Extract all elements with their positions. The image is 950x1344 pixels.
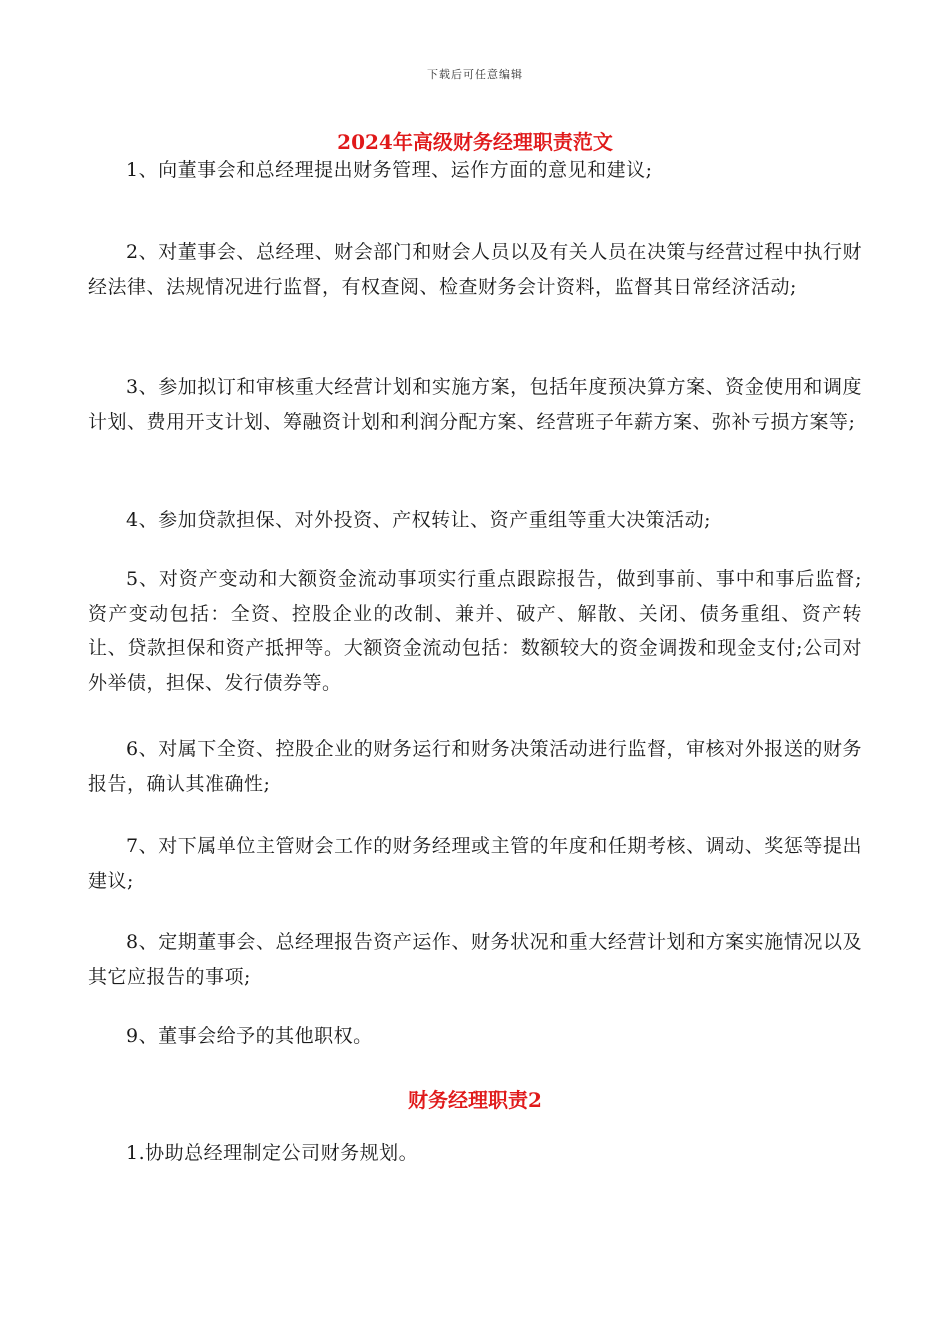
paragraph-7: 7、对下属单位主管财会工作的财务经理或主管的年度和任期考核、调动、奖惩等提出建议; <box>88 835 862 892</box>
paragraph-4: 4、参加贷款担保、对外投资、产权转让、资产重组等重大决策活动; <box>126 509 711 531</box>
paragraph-6: 6、对属下全资、控股企业的财务运行和财务决策活动进行监督，审核对外报送的财务报告，确认其准确性; <box>88 738 862 795</box>
paragraph-2: 2、对董事会、总经理、财会部门和财会人员以及有关人员在决策与经营过程中执行财经法律、法规情况进行监督，有权查阅、检查财务会计资料，监督其日常经济活动; <box>88 241 862 298</box>
paragraph-3: 3、参加拟订和审核重大经营计划和实施方案，包括年度预决算方案、资金使用和调度计划、费用开支计划、筹融资计划和利润分配方案、经营班子年薪方案、弥补亏损方案等; <box>88 376 862 433</box>
paragraph-5: 5、对资产变动和大额资金流动事项实行重点跟踪报告，做到事前、事中和事后监督;资产变动包括：全资、控股企业的改制、兼并、破产、解散、关闭、债务重组、资产转让、贷款担保和资产抵押等。大额资金流动包括：数额较大的资金调拨和现金支付;公司对外举债，担保、发行债券等。 <box>88 568 862 694</box>
paragraph-9: 9、董事会给予的其他职权。 <box>126 1025 373 1047</box>
paragraph-1: 1、向董事会和总经理提出财务管理、运作方面的意见和建议; <box>126 159 653 181</box>
section-2-title: 财务经理职责2 <box>408 1088 542 1112</box>
paragraph-8: 8、定期董事会、总经理报告资产运作、财务状况和重大经营计划和方案实施情况以及其它应报告的事项; <box>88 931 862 988</box>
section-2-paragraph-1: 1.协助总经理制定公司财务规划。 <box>126 1142 419 1164</box>
header-note: 下载后可任意编辑 <box>427 68 523 81</box>
document-title: 2024年高级财务经理职责范文 <box>337 130 613 154</box>
